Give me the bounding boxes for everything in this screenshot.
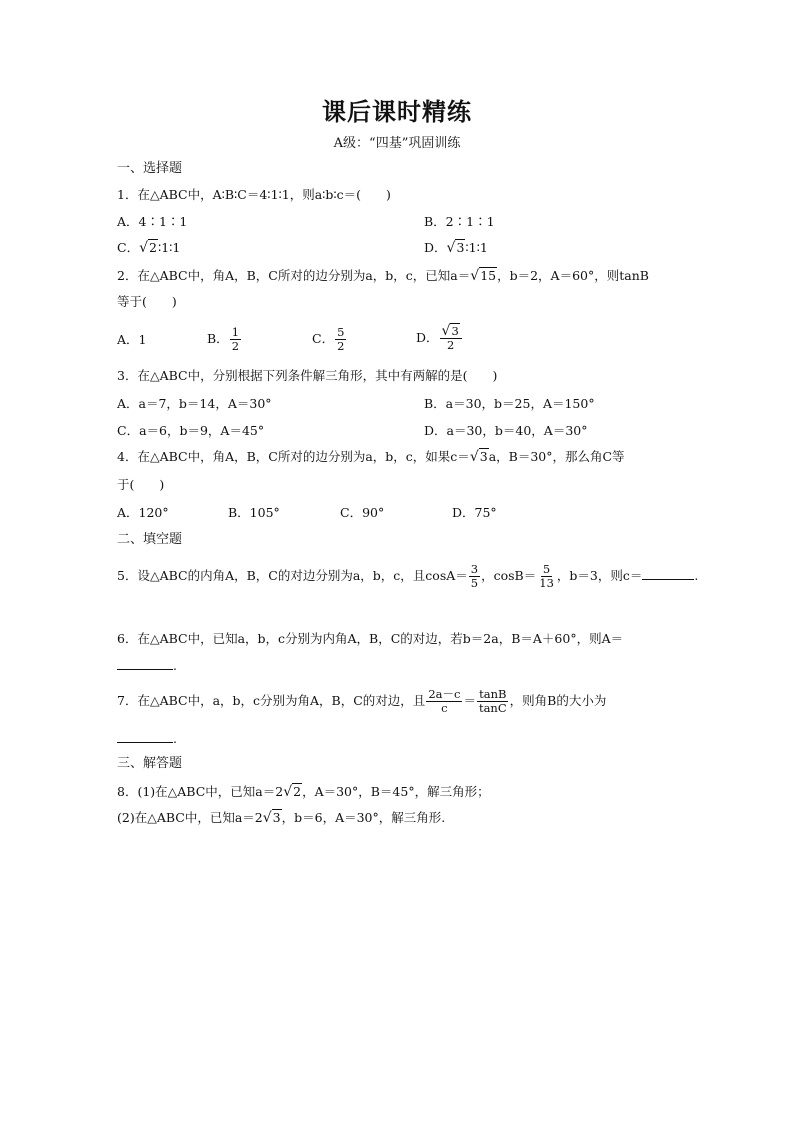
q6-end: . xyxy=(173,658,177,673)
q4-stem-pre: 4．在△ABC中，角A，B，C所对的边分别为a，b，c，如果c＝ xyxy=(117,449,470,464)
q2-stem-post: ，b＝2，A＝60°，则tanB xyxy=(497,268,649,283)
q8-l1-radicand: 2 xyxy=(293,784,302,799)
fraction xyxy=(440,325,462,352)
q5-post: ，b＝3，则c＝ xyxy=(556,568,643,583)
q1-d-label: D． xyxy=(424,240,447,255)
fraction xyxy=(469,563,480,590)
q4-stem-line2: 于( ) xyxy=(117,477,165,492)
q6-answer-line xyxy=(117,658,177,674)
answer-blank[interactable] xyxy=(117,732,173,743)
q8-l2-pre: (2)在△ABC中，已知a＝2 xyxy=(117,810,263,825)
sqrt-symbol: √2 xyxy=(139,240,157,256)
fraction xyxy=(335,326,346,353)
q3-stem: 3．在△ABC中，分别根据下列条件解三角形，其中有两解的是( ) xyxy=(117,368,498,383)
fraction xyxy=(477,688,509,715)
q2-option-a: A．1 xyxy=(117,332,147,347)
q1-option-d xyxy=(424,240,488,256)
q4-option-b: B．105° xyxy=(228,505,280,520)
q8-l2-radicand: 3 xyxy=(272,810,281,825)
q2-b-num: 1 xyxy=(231,325,240,339)
fraction xyxy=(537,563,556,590)
q7-stem xyxy=(117,683,606,719)
q8-l1-post: ，A＝30°，B＝45°，解三角形； xyxy=(302,784,490,799)
q7-answer-line xyxy=(117,731,177,747)
q8-part2 xyxy=(117,810,445,826)
q7-f2-den: tanC xyxy=(478,701,507,715)
fraction xyxy=(230,326,241,353)
sqrt-symbol: √3 xyxy=(441,323,459,339)
q2-c-den: 2 xyxy=(337,339,345,353)
sqrt-symbol: √3 xyxy=(446,240,465,256)
q2-option-b xyxy=(207,322,242,356)
q4-stem-radicand: 3 xyxy=(479,449,488,464)
q2-option-d xyxy=(416,320,463,356)
q4-stem xyxy=(117,449,625,465)
q2-c-num: 5 xyxy=(337,325,345,339)
q5-stem xyxy=(117,558,698,594)
q2-d-radicand: 3 xyxy=(451,324,459,338)
q5-f1-den: 5 xyxy=(470,576,479,590)
q8-l1-pre: 8．(1)在△ABC中，已知a＝2 xyxy=(117,784,284,799)
q4-option-d: D．75° xyxy=(452,505,497,520)
q5-f1-num: 3 xyxy=(470,562,479,576)
q7-end: . xyxy=(173,731,177,746)
q1-d-rest: ∶1∶1 xyxy=(465,240,488,255)
q4-stem-post: a，B＝30°，那么角C等 xyxy=(488,449,625,464)
q7-pre: 7．在△ABC中，a，b，c分别为角A，B，C的对边，且 xyxy=(117,693,426,708)
q1-option-c xyxy=(117,240,180,256)
q3-option-d: D．a＝30，b＝40，A＝30° xyxy=(424,423,588,438)
q2-stem-pre: 2．在△ABC中，角A，B，C所对的边分别为a，b，c，已知a＝ xyxy=(117,268,471,283)
q2-d-label: D． xyxy=(416,330,439,345)
q4-option-c: C．90° xyxy=(340,505,385,520)
q2-option-c xyxy=(312,322,347,356)
q2-stem xyxy=(117,268,649,284)
q1-c-label: C． xyxy=(117,240,140,255)
q7-f1-num: 2a－c xyxy=(428,687,461,701)
q7-post: ，则角B的大小为 xyxy=(509,693,607,708)
sqrt-symbol: √15 xyxy=(470,268,497,284)
q1-stem: 1．在△ABC中，A∶B∶C＝4∶1∶1，则a∶b∶c＝( ) xyxy=(117,187,391,202)
fraction xyxy=(426,688,462,715)
q2-stem-line2: 等于( ) xyxy=(117,294,177,309)
q2-b-label: B． xyxy=(207,331,229,346)
q3-option-a: A．a＝7，b＝14，A＝30° xyxy=(117,396,272,411)
section-heading-answer: 三、解答题 xyxy=(117,756,183,771)
q1-c-rest: ∶1∶1 xyxy=(157,240,181,255)
sqrt-symbol: √3 xyxy=(262,810,281,826)
q7-f2-num: tanB xyxy=(479,687,507,701)
q4-option-a: A．120° xyxy=(117,505,169,520)
q3-option-b: B．a＝30，b＝25，A＝150° xyxy=(424,396,595,411)
section-heading-choice: 一、选择题 xyxy=(117,161,183,176)
q6-stem: 6．在△ABC中，已知a，b，c分别为内角A，B，C的对边，若b＝2a，B＝A＋60°，则A＝ xyxy=(117,631,624,646)
q7-eq: ＝ xyxy=(463,693,476,708)
answer-blank[interactable] xyxy=(642,569,694,580)
q2-stem-radicand: 15 xyxy=(480,268,497,283)
q7-f1-den: c xyxy=(441,701,448,715)
q2-b-den: 2 xyxy=(231,339,240,353)
q1-c-radicand: 2 xyxy=(149,240,157,255)
answer-blank[interactable] xyxy=(117,659,173,670)
q1-option-b: B．2∶1∶1 xyxy=(424,214,495,229)
q3-option-c: C．a＝6，b＝9，A＝45° xyxy=(117,423,265,438)
q5-f2-den: 13 xyxy=(539,576,554,590)
section-heading-fill: 二、填空题 xyxy=(117,532,183,547)
q5-pre: 5．设△ABC的内角A，B，C的对边分别为a，b，c，且cosA＝ xyxy=(117,568,468,583)
q5-f2-num: 5 xyxy=(542,562,551,576)
q2-d-den: 2 xyxy=(446,338,455,352)
q1-option-a: A．4∶1∶1 xyxy=(117,214,188,229)
q8-l2-post: ，b＝6，A＝30°，解三角形. xyxy=(281,810,446,825)
page-subtitle: A级：“四基”巩固训练 xyxy=(333,136,461,151)
q2-d-num xyxy=(440,325,462,339)
q5-mid: ，cosB＝ xyxy=(481,568,537,583)
page-title: 课后课时精练 xyxy=(322,97,472,126)
sqrt-symbol: √2 xyxy=(283,784,302,800)
q2-c-label: C． xyxy=(312,331,335,346)
q8-part1 xyxy=(117,784,490,800)
q5-end: . xyxy=(694,568,699,583)
q1-d-radicand: 3 xyxy=(456,240,465,255)
sqrt-symbol: √3 xyxy=(469,449,488,465)
